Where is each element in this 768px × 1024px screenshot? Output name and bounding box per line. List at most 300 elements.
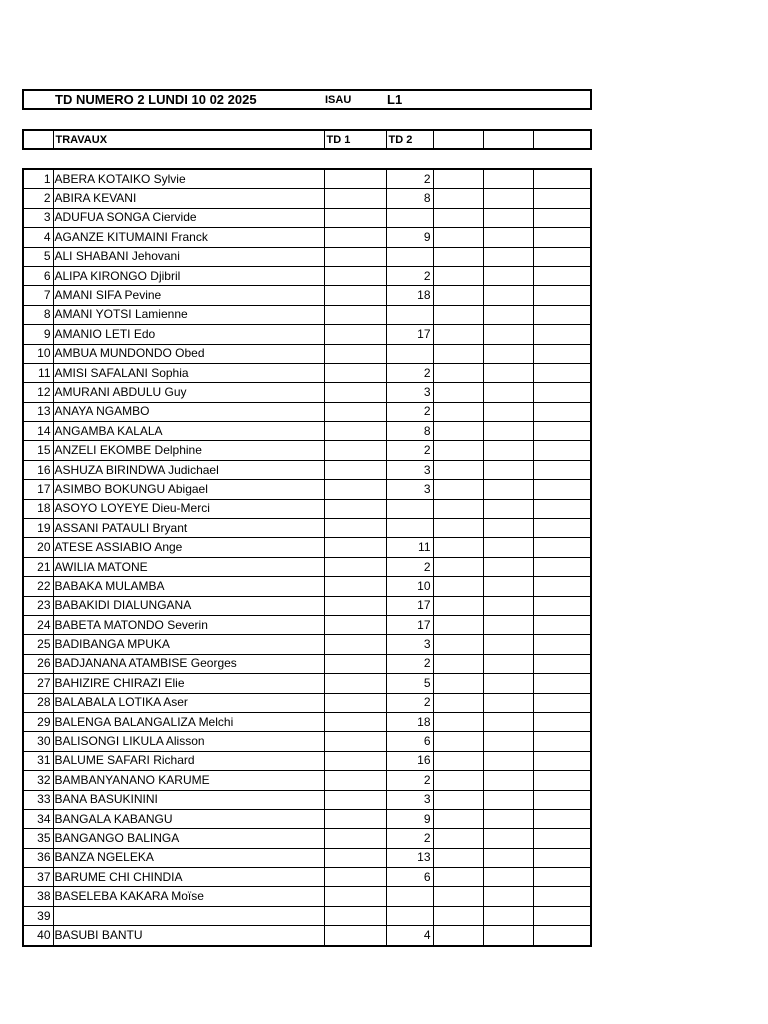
empty-cell[interactable] — [483, 557, 533, 576]
empty-cell[interactable] — [433, 635, 483, 654]
row-number[interactable]: 14 — [23, 422, 53, 441]
row-number[interactable]: 13 — [23, 402, 53, 421]
table-row — [23, 383, 591, 402]
td1-score[interactable] — [324, 848, 386, 867]
student-name[interactable]: AWILIA MATONE — [53, 557, 324, 576]
empty-cell[interactable] — [483, 926, 533, 946]
empty-cell[interactable] — [533, 519, 591, 538]
student-name[interactable]: BAMBANYANANO KARUME — [53, 771, 324, 790]
empty-cell[interactable] — [483, 169, 533, 189]
td2-score[interactable]: 10 — [386, 577, 433, 596]
table-row — [23, 538, 591, 557]
empty-cell[interactable] — [533, 577, 591, 596]
row-number[interactable]: 9 — [23, 325, 53, 344]
empty-cell[interactable] — [433, 809, 483, 828]
empty-cell[interactable] — [433, 422, 483, 441]
row-number[interactable]: 36 — [23, 848, 53, 867]
student-name[interactable]: BANGALA KABANGU — [53, 809, 324, 828]
student-name[interactable]: ABERA KOTAIKO Sylvie — [53, 169, 324, 189]
empty-cell[interactable] — [533, 790, 591, 809]
td2-score[interactable]: 3 — [386, 460, 433, 479]
empty-cell[interactable] — [433, 344, 483, 363]
row-number[interactable]: 37 — [23, 868, 53, 887]
empty-cell[interactable] — [433, 615, 483, 634]
empty-cell[interactable] — [483, 519, 533, 538]
td1-score[interactable] — [324, 887, 386, 906]
row-number[interactable]: 22 — [23, 577, 53, 596]
student-name[interactable]: BASELEBA KAKARA Moïse — [53, 887, 324, 906]
row-number[interactable]: 40 — [23, 926, 53, 946]
td2-score[interactable]: 16 — [386, 751, 433, 770]
row-number[interactable]: 19 — [23, 519, 53, 538]
empty-cell[interactable] — [533, 169, 591, 189]
title-spacer — [23, 90, 53, 109]
empty-cell[interactable] — [433, 557, 483, 576]
td1-score[interactable] — [324, 790, 386, 809]
empty-cell[interactable] — [533, 829, 591, 848]
empty-cell[interactable] — [533, 383, 591, 402]
empty-cell[interactable] — [533, 441, 591, 460]
empty-cell[interactable] — [533, 208, 591, 227]
student-name[interactable]: ALI SHABANI Jehovani — [53, 247, 324, 266]
td2-score[interactable]: 2 — [386, 363, 433, 382]
td2-score[interactable] — [386, 344, 433, 363]
td1-score[interactable] — [324, 480, 386, 499]
td1-score[interactable] — [324, 402, 386, 421]
td2-score[interactable] — [386, 499, 433, 518]
row-number[interactable]: 35 — [23, 829, 53, 848]
empty-cell[interactable] — [533, 557, 591, 576]
table-row — [23, 868, 591, 887]
td1-score[interactable] — [324, 286, 386, 305]
row-number[interactable]: 11 — [23, 363, 53, 382]
td1-score[interactable] — [324, 344, 386, 363]
row-number[interactable]: 28 — [23, 693, 53, 712]
td2-score[interactable]: 2 — [386, 441, 433, 460]
td1-score[interactable] — [324, 228, 386, 247]
empty-cell[interactable] — [533, 906, 591, 925]
empty-cell[interactable] — [483, 577, 533, 596]
empty-cell[interactable] — [483, 615, 533, 634]
table-row — [23, 228, 591, 247]
row-number[interactable]: 34 — [23, 809, 53, 828]
td2-score[interactable]: 17 — [386, 325, 433, 344]
empty-cell[interactable] — [483, 538, 533, 557]
student-name[interactable]: ANAYA NGAMBO — [53, 402, 324, 421]
student-name[interactable]: ATESE ASSIABIO Ange — [53, 538, 324, 557]
row-number[interactable]: 4 — [23, 228, 53, 247]
empty-cell[interactable] — [483, 266, 533, 285]
empty-cell[interactable] — [483, 809, 533, 828]
td2-score[interactable]: 5 — [386, 674, 433, 693]
empty-cell[interactable] — [433, 189, 483, 208]
row-number[interactable]: 15 — [23, 441, 53, 460]
empty-cell[interactable] — [433, 732, 483, 751]
empty-cell[interactable] — [433, 868, 483, 887]
student-name[interactable]: ALIPA KIRONGO Djibril — [53, 266, 324, 285]
empty-cell[interactable] — [483, 848, 533, 867]
table-row — [23, 635, 591, 654]
empty-cell[interactable] — [533, 771, 591, 790]
student-name[interactable]: ADUFUA SONGA Ciervide — [53, 208, 324, 227]
empty-cell[interactable] — [533, 247, 591, 266]
td1-score[interactable] — [324, 615, 386, 634]
td1-score[interactable] — [324, 654, 386, 673]
row-number[interactable]: 27 — [23, 674, 53, 693]
td2-score[interactable]: 3 — [386, 790, 433, 809]
empty-cell[interactable] — [433, 286, 483, 305]
student-name[interactable]: BABAKA MULAMBA — [53, 577, 324, 596]
row-number[interactable]: 21 — [23, 557, 53, 576]
empty-cell[interactable] — [533, 693, 591, 712]
empty-cell[interactable] — [483, 693, 533, 712]
empty-cell[interactable] — [433, 751, 483, 770]
td1-score[interactable] — [324, 519, 386, 538]
empty-cell[interactable] — [533, 809, 591, 828]
student-name[interactable]: BALISONGI LIKULA Alisson — [53, 732, 324, 751]
empty-cell[interactable] — [433, 305, 483, 324]
td1-score[interactable] — [324, 208, 386, 227]
td2-score[interactable] — [386, 887, 433, 906]
empty-cell[interactable] — [533, 712, 591, 731]
row-number[interactable]: 8 — [23, 305, 53, 324]
td2-score[interactable]: 11 — [386, 538, 433, 557]
empty-cell[interactable] — [483, 771, 533, 790]
empty-cell[interactable] — [483, 189, 533, 208]
empty-cell[interactable] — [433, 519, 483, 538]
row-number[interactable]: 30 — [23, 732, 53, 751]
td2-score[interactable]: 2 — [386, 693, 433, 712]
student-name[interactable]: BAHIZIRE CHIRAZI Elie — [53, 674, 324, 693]
student-name[interactable]: BALENGA BALANGALIZA Melchi — [53, 712, 324, 731]
student-name[interactable]: ASIMBO BOKUNGU Abigael — [53, 480, 324, 499]
td1-score[interactable] — [324, 557, 386, 576]
student-grades-table — [22, 168, 592, 947]
empty-cell[interactable] — [433, 848, 483, 867]
student-name[interactable]: ABIRA KEVANI — [53, 189, 324, 208]
student-name[interactable]: BASUBI BANTU — [53, 926, 324, 946]
td2-score[interactable]: 3 — [386, 635, 433, 654]
row-number[interactable]: 12 — [23, 383, 53, 402]
td1-score[interactable] — [324, 751, 386, 770]
empty-cell[interactable] — [533, 868, 591, 887]
empty-cell[interactable] — [533, 887, 591, 906]
td2-score[interactable]: 2 — [386, 266, 433, 285]
td1-score[interactable] — [324, 363, 386, 382]
student-name[interactable]: AMANI SIFA Pevine — [53, 286, 324, 305]
td2-score[interactable] — [386, 247, 433, 266]
row-number[interactable]: 38 — [23, 887, 53, 906]
td1-score[interactable] — [324, 635, 386, 654]
table-row — [23, 829, 591, 848]
student-name[interactable]: BADJANANA ATAMBISE Georges — [53, 654, 324, 673]
empty-cell[interactable] — [433, 829, 483, 848]
student-name[interactable]: AMISI SAFALANI Sophia — [53, 363, 324, 382]
empty-cell[interactable] — [533, 654, 591, 673]
table-row — [23, 266, 591, 285]
empty-cell[interactable] — [433, 693, 483, 712]
td2-score[interactable]: 17 — [386, 596, 433, 615]
td1-score[interactable] — [324, 169, 386, 189]
student-name[interactable]: BANA BASUKININI — [53, 790, 324, 809]
student-name[interactable]: BALABALA LOTIKA Aser — [53, 693, 324, 712]
td1-score[interactable] — [324, 906, 386, 925]
empty-cell[interactable] — [433, 402, 483, 421]
empty-cell[interactable] — [533, 538, 591, 557]
empty-cell[interactable] — [533, 228, 591, 247]
td1-score[interactable] — [324, 674, 386, 693]
empty-cell[interactable] — [483, 654, 533, 673]
td1-score[interactable] — [324, 732, 386, 751]
row-number[interactable]: 6 — [23, 266, 53, 285]
empty-cell[interactable] — [433, 266, 483, 285]
empty-cell[interactable] — [433, 325, 483, 344]
row-number[interactable]: 31 — [23, 751, 53, 770]
td2-score[interactable]: 4 — [386, 926, 433, 946]
td2-score[interactable]: 18 — [386, 286, 433, 305]
empty-cell[interactable] — [533, 402, 591, 421]
empty-cell[interactable] — [533, 732, 591, 751]
empty-cell[interactable] — [483, 635, 533, 654]
td1-score[interactable] — [324, 693, 386, 712]
student-name[interactable]: BARUME CHI CHINDIA — [53, 868, 324, 887]
student-name[interactable]: AMURANI ABDULU Guy — [53, 383, 324, 402]
table-row — [23, 460, 591, 479]
student-name[interactable]: ASSANI PATAULI Bryant — [53, 519, 324, 538]
empty-cell[interactable] — [533, 305, 591, 324]
empty-cell[interactable] — [433, 712, 483, 731]
empty-cell[interactable] — [433, 169, 483, 189]
td2-score[interactable]: 6 — [386, 868, 433, 887]
empty-cell[interactable] — [533, 499, 591, 518]
row-number[interactable]: 17 — [23, 480, 53, 499]
empty-cell[interactable] — [533, 189, 591, 208]
td2-score[interactable]: 18 — [386, 712, 433, 731]
td2-score[interactable]: 17 — [386, 615, 433, 634]
student-name[interactable] — [53, 906, 324, 925]
empty-cell[interactable] — [483, 402, 533, 421]
empty-cell[interactable] — [533, 926, 591, 946]
empty-cell[interactable] — [533, 363, 591, 382]
empty-cell[interactable] — [483, 247, 533, 266]
table-row — [23, 519, 591, 538]
row-number[interactable]: 24 — [23, 615, 53, 634]
empty-cell[interactable] — [483, 732, 533, 751]
empty-cell[interactable] — [483, 208, 533, 227]
empty-cell[interactable] — [533, 596, 591, 615]
empty-cell[interactable] — [533, 422, 591, 441]
row-number[interactable]: 39 — [23, 906, 53, 925]
student-name[interactable]: BALUME SAFARI Richard — [53, 751, 324, 770]
row-number[interactable]: 2 — [23, 189, 53, 208]
td2-score[interactable]: 2 — [386, 402, 433, 421]
empty-cell[interactable] — [483, 460, 533, 479]
empty-cell[interactable] — [533, 615, 591, 634]
td1-score[interactable] — [324, 383, 386, 402]
td1-score[interactable] — [324, 829, 386, 848]
td1-score[interactable] — [324, 809, 386, 828]
empty-cell[interactable] — [483, 499, 533, 518]
td1-score[interactable] — [324, 266, 386, 285]
td1-score[interactable] — [324, 577, 386, 596]
empty-cell[interactable] — [433, 790, 483, 809]
student-name[interactable]: AMBUA MUNDONDO Obed — [53, 344, 324, 363]
empty-cell[interactable] — [483, 305, 533, 324]
empty-cell[interactable] — [483, 790, 533, 809]
empty-cell[interactable] — [433, 538, 483, 557]
row-number[interactable]: 7 — [23, 286, 53, 305]
empty-cell[interactable] — [433, 674, 483, 693]
empty-cell[interactable] — [533, 480, 591, 499]
row-number[interactable]: 29 — [23, 712, 53, 731]
td1-score[interactable] — [324, 189, 386, 208]
td1-score[interactable] — [324, 712, 386, 731]
row-number[interactable]: 25 — [23, 635, 53, 654]
student-name[interactable]: BABETA MATONDO Severin — [53, 615, 324, 634]
empty-cell[interactable] — [433, 383, 483, 402]
td2-score[interactable] — [386, 906, 433, 925]
empty-cell[interactable] — [533, 325, 591, 344]
empty-cell[interactable] — [483, 596, 533, 615]
td2-score[interactable]: 2 — [386, 771, 433, 790]
header-td2: TD 2 — [386, 130, 433, 149]
empty-cell[interactable] — [483, 441, 533, 460]
td1-score[interactable] — [324, 460, 386, 479]
empty-cell[interactable] — [483, 325, 533, 344]
td2-score[interactable]: 2 — [386, 557, 433, 576]
student-name[interactable]: BADIBANGA MPUKA — [53, 635, 324, 654]
student-name[interactable]: AGANZE KITUMAINI Franck — [53, 228, 324, 247]
empty-cell[interactable] — [433, 771, 483, 790]
empty-cell[interactable] — [483, 422, 533, 441]
row-number[interactable]: 32 — [23, 771, 53, 790]
student-name[interactable]: AMANI YOTSI Lamienne — [53, 305, 324, 324]
row-number[interactable]: 23 — [23, 596, 53, 615]
row-number[interactable]: 26 — [23, 654, 53, 673]
student-name[interactable]: ASHUZA BIRINDWA Judichael — [53, 460, 324, 479]
student-name[interactable]: BANGANGO BALINGA — [53, 829, 324, 848]
td2-score[interactable]: 6 — [386, 732, 433, 751]
empty-cell[interactable] — [483, 712, 533, 731]
table-row — [23, 615, 591, 634]
td2-score[interactable] — [386, 208, 433, 227]
empty-cell[interactable] — [533, 286, 591, 305]
empty-cell[interactable] — [533, 635, 591, 654]
empty-cell[interactable] — [433, 247, 483, 266]
td2-score[interactable]: 3 — [386, 383, 433, 402]
td1-score[interactable] — [324, 305, 386, 324]
table-row — [23, 848, 591, 867]
student-name[interactable]: ANGAMBA KALALA — [53, 422, 324, 441]
td1-score[interactable] — [324, 926, 386, 946]
row-number[interactable]: 1 — [23, 169, 53, 189]
empty-cell[interactable] — [533, 674, 591, 693]
td1-score[interactable] — [324, 538, 386, 557]
td2-score[interactable]: 8 — [386, 422, 433, 441]
empty-cell[interactable] — [483, 480, 533, 499]
table-row — [23, 771, 591, 790]
table-row — [23, 441, 591, 460]
student-name[interactable]: AMANIO LETI Edo — [53, 325, 324, 344]
empty-cell[interactable] — [483, 868, 533, 887]
row-number[interactable]: 33 — [23, 790, 53, 809]
td1-score[interactable] — [324, 441, 386, 460]
empty-cell[interactable] — [483, 228, 533, 247]
empty-cell[interactable] — [483, 344, 533, 363]
empty-cell[interactable] — [433, 596, 483, 615]
student-name[interactable]: BABAKIDI DIALUNGANA — [53, 596, 324, 615]
table-row — [23, 325, 591, 344]
empty-cell[interactable] — [483, 887, 533, 906]
empty-cell[interactable] — [433, 208, 483, 227]
empty-cell[interactable] — [483, 674, 533, 693]
empty-cell[interactable] — [533, 848, 591, 867]
td2-score[interactable]: 2 — [386, 829, 433, 848]
student-name[interactable]: ASOYO LOYEYE Dieu-Merci — [53, 499, 324, 518]
empty-cell[interactable] — [433, 363, 483, 382]
td2-score[interactable]: 9 — [386, 809, 433, 828]
empty-cell[interactable] — [533, 751, 591, 770]
empty-cell[interactable] — [433, 887, 483, 906]
td2-score[interactable]: 13 — [386, 848, 433, 867]
empty-cell[interactable] — [433, 441, 483, 460]
td2-score[interactable]: 2 — [386, 169, 433, 189]
td2-score[interactable] — [386, 519, 433, 538]
td1-score[interactable] — [324, 247, 386, 266]
empty-cell[interactable] — [433, 228, 483, 247]
td1-score[interactable] — [324, 499, 386, 518]
td1-score[interactable] — [324, 771, 386, 790]
student-name[interactable]: BANZA NGELEKA — [53, 848, 324, 867]
td1-score[interactable] — [324, 868, 386, 887]
student-name[interactable]: ANZELI EKOMBE Delphine — [53, 441, 324, 460]
table-row — [23, 809, 591, 828]
empty-cell[interactable] — [533, 266, 591, 285]
td1-score[interactable] — [324, 325, 386, 344]
empty-cell[interactable] — [483, 383, 533, 402]
row-number[interactable]: 18 — [23, 499, 53, 518]
empty-cell[interactable] — [433, 499, 483, 518]
empty-cell[interactable] — [433, 480, 483, 499]
empty-cell[interactable] — [483, 363, 533, 382]
empty-cell[interactable] — [483, 751, 533, 770]
row-number[interactable]: 10 — [23, 344, 53, 363]
td2-score[interactable]: 9 — [386, 228, 433, 247]
td2-score[interactable]: 8 — [386, 189, 433, 208]
empty-cell[interactable] — [433, 926, 483, 946]
td1-score[interactable] — [324, 596, 386, 615]
row-number[interactable]: 3 — [23, 208, 53, 227]
empty-cell[interactable] — [483, 829, 533, 848]
empty-cell[interactable] — [433, 906, 483, 925]
row-number[interactable]: 20 — [23, 538, 53, 557]
td1-score[interactable] — [324, 422, 386, 441]
empty-cell[interactable] — [433, 654, 483, 673]
empty-cell[interactable] — [483, 286, 533, 305]
td2-score[interactable]: 2 — [386, 654, 433, 673]
td2-score[interactable]: 3 — [386, 480, 433, 499]
row-number[interactable]: 16 — [23, 460, 53, 479]
empty-cell[interactable] — [533, 460, 591, 479]
empty-cell[interactable] — [483, 906, 533, 925]
empty-cell[interactable] — [433, 577, 483, 596]
td2-score[interactable] — [386, 305, 433, 324]
table-row — [23, 577, 591, 596]
table-row — [23, 693, 591, 712]
empty-cell[interactable] — [533, 344, 591, 363]
empty-cell[interactable] — [433, 460, 483, 479]
row-number[interactable]: 5 — [23, 247, 53, 266]
